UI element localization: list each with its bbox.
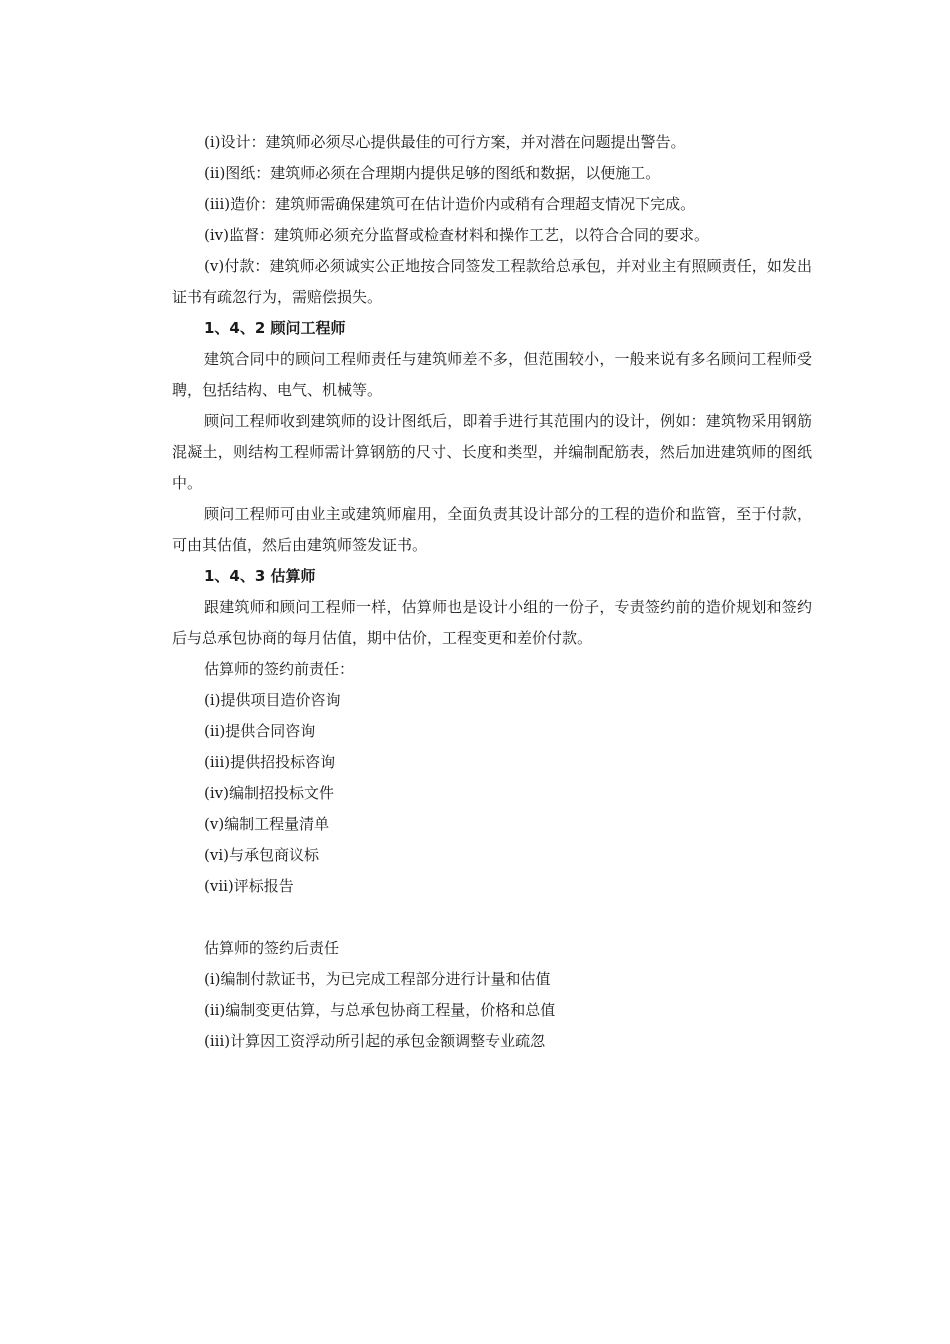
post-item-3: (iii)计算因工资浮动所引起的承包金额调整专业疏忽 <box>204 1032 546 1050</box>
pre-item-4: (iv)编制招投标文件 <box>204 784 334 802</box>
post-item-1: (i)编制付款证书，为已完成工程部分进行计量和估值 <box>204 970 551 988</box>
duty-cost: (iii)造价：建筑师需确保建筑可在估计造价内或稍有合理超支情况下完成。 <box>204 195 696 213</box>
consultant-paragraph-1: 建筑合同中的顾问工程师责任与建筑师差不多，但范围较小，一般来说有多名顾问工程师受聘，包括结构、电气、机械等。 <box>172 350 812 399</box>
pre-item-7: (vii)评标报告 <box>204 877 294 895</box>
duty-drawings: (ii)图纸：建筑师必须在合理期内提供足够的图纸和数据，以便施工。 <box>204 164 661 182</box>
pre-item-5: (v)编制工程量清单 <box>204 815 330 833</box>
section-heading-estimator: 1、4、3 估算师 <box>204 567 316 585</box>
post-contract-title: 估算师的签约后责任 <box>204 939 340 957</box>
duty-design: (i)设计：建筑师必须尽心提供最佳的可行方案，并对潜在问题提出警告。 <box>204 133 686 151</box>
duty-payment: (v)付款：建筑师必须诚实公正地按合同签发工程款给总承包，并对业主有照顾责任，如发出证书有疏忽行为，需赔偿损失。 <box>172 257 812 306</box>
duty-supervision: (iv)监督：建筑师必须充分监督或检查材料和操作工艺，以符合合同的要求。 <box>204 226 709 244</box>
pre-item-6: (vi)与承包商议标 <box>204 846 319 864</box>
post-item-2: (ii)编制变更估算，与总承包协商工程量，价格和总值 <box>204 1001 556 1019</box>
consultant-paragraph-2: 顾问工程师收到建筑师的设计图纸后，即着手进行其范围内的设计，例如：建筑物采用钢筋混凝土，则结构工程师需计算钢筋的尺寸、长度和类型，并编制配筋表，然后加进建筑师的图纸中。 <box>172 412 812 492</box>
document-body <box>172 127 812 1057</box>
estimator-intro: 跟建筑师和顾问工程师一样，估算师也是设计小组的一份子，专责签约前的造价规划和签约后与总承包协商的每月估值，期中估价，工程变更和差价付款。 <box>172 598 812 647</box>
pre-item-1: (i)提供项目造价咨询 <box>204 691 341 709</box>
pre-item-3: (iii)提供招投标咨询 <box>204 753 336 771</box>
consultant-paragraph-3: 顾问工程师可由业主或建筑师雇用，全面负责其设计部分的工程的造价和监管，至于付款，可由其估值，然后由建筑师签发证书。 <box>172 505 812 554</box>
pre-contract-title: 估算师的签约前责任： <box>204 660 355 678</box>
blank-line <box>172 902 812 933</box>
pre-item-2: (ii)提供合同咨询 <box>204 722 316 740</box>
section-heading-consultant: 1、4、2 顾问工程师 <box>204 319 346 337</box>
